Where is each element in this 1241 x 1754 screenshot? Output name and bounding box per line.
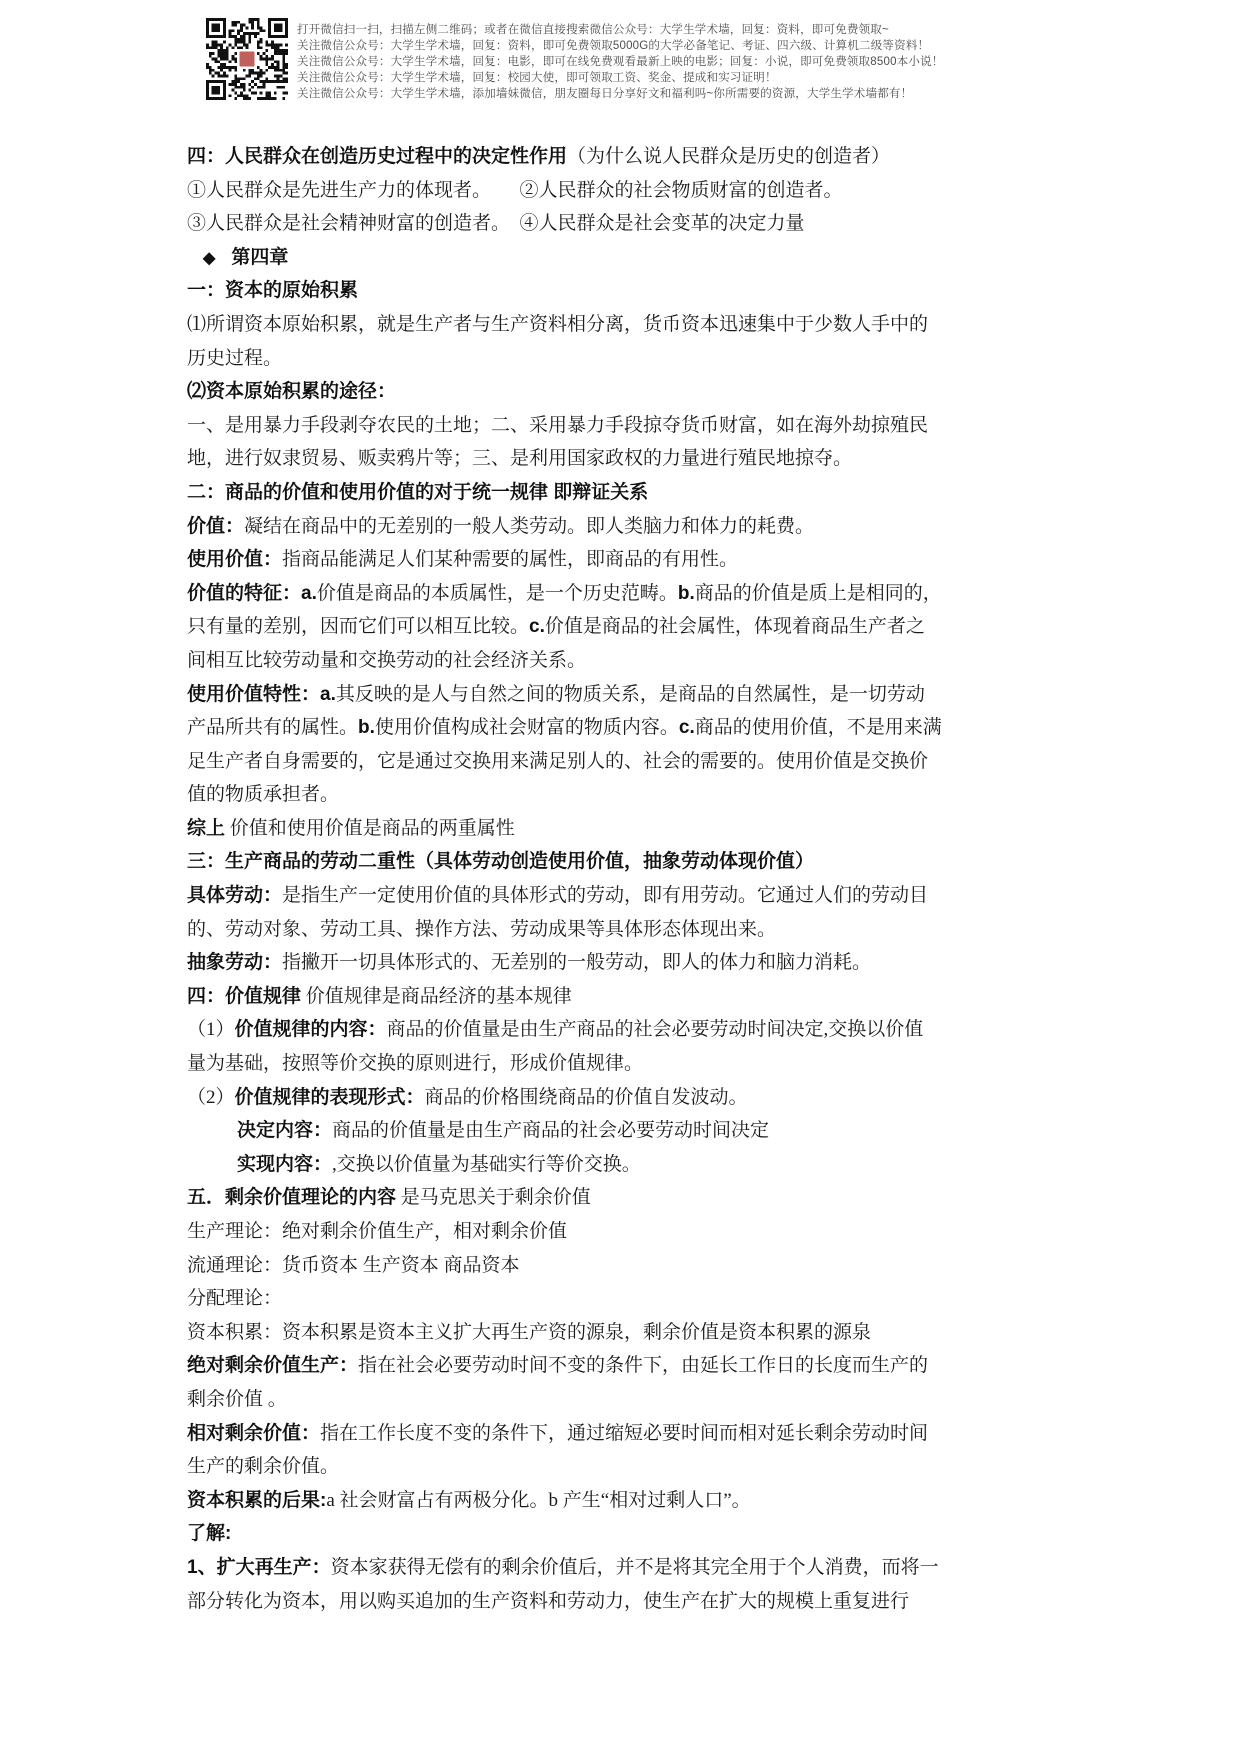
text-segment: 量为基础，按照等价交换的原则进行，形成价值规律。 bbox=[187, 1053, 644, 1075]
text-segment: 其反映的是人与自然之间的物质关系，是商品的自然属性，是一切劳动 bbox=[335, 683, 925, 705]
document-line bbox=[187, 879, 987, 913]
document-line bbox=[187, 812, 987, 846]
wechat-promo-header bbox=[206, 18, 943, 102]
document-line bbox=[187, 375, 987, 409]
text-segment: 足生产者自身需要的，它是通过交换用来满足别人的、社会的需要的。使用价值是交换价 bbox=[187, 750, 929, 772]
text-segment: （1） bbox=[187, 1019, 235, 1041]
document-line bbox=[187, 1013, 987, 1047]
text-segment: 的、劳动对象、劳动工具、操作方法、劳动成果等具体形态体现出来。 bbox=[187, 918, 777, 940]
promo-line: 关注微信公众号：大学生学术墙，添加墙妹微信，朋友圈每日分享好文和福利吗~你所需要的资源，大学生学术墙都有！ bbox=[297, 88, 913, 101]
bold-segment: 三：生产商品的劳动二重性（具体劳动创造使用价值，抽象劳动体现价值） bbox=[187, 851, 815, 873]
wechat-qr-code-icon bbox=[206, 18, 288, 100]
bold-segment: 五．剩余价值理论的内容 bbox=[187, 1187, 397, 1209]
document-line bbox=[187, 442, 987, 476]
text-segment: 商品的价值量是由生产商品的社会必要劳动时间决定,交换以价值 bbox=[386, 1019, 924, 1041]
document-line bbox=[187, 1047, 987, 1081]
bold-segment: a. bbox=[320, 683, 336, 705]
promo-line: 关注微信公众号：大学生学术墙，回复：校园大使，即可领取工资、奖金、提成和实习证明！ bbox=[297, 72, 777, 85]
text-segment: （为什么说人民群众是历史的创造者） bbox=[567, 146, 891, 167]
document-line bbox=[187, 678, 987, 712]
text-segment: 历史过程。 bbox=[187, 347, 283, 369]
document-line bbox=[187, 778, 987, 812]
bold-segment: 具体劳动： bbox=[187, 885, 283, 907]
bold-segment: 使用价值特性： bbox=[187, 683, 321, 705]
document-line bbox=[187, 241, 987, 275]
bold-segment: c. bbox=[678, 717, 695, 739]
document-line bbox=[187, 274, 987, 308]
text-segment: 指商品能满足人们某种需要的属性，即商品的有用性。 bbox=[282, 549, 739, 571]
bold-segment: 抽象劳动： bbox=[187, 952, 283, 974]
bold-segment: 价值的特征： bbox=[187, 582, 302, 604]
text-segment: 地，进行奴隶贸易、贩卖鸦片等；三、是利用国家政权的力量进行殖民地掠夺。 bbox=[187, 448, 853, 470]
text-segment: 一、是用暴力手段剥夺农民的土地；二、采用暴力手段掠夺货币财富，如在海外劫掠殖民 bbox=[187, 414, 929, 436]
bold-segment: c. bbox=[529, 616, 545, 638]
promo-line: 关注微信公众号：大学生学术墙，回复：资料，即可免费领取5000G的大学必备笔记、考证、四六级、计算机二级等资料！ bbox=[297, 40, 930, 53]
diamond-bullet-icon: ◆ bbox=[203, 249, 216, 267]
document-line bbox=[187, 140, 987, 174]
text-segment: 商品的价值是质上是相同的， bbox=[694, 582, 942, 604]
promo-text-block bbox=[297, 18, 943, 102]
text-segment: a 社会财富占有两极分化。b 产生“相对过剩人口”。 bbox=[326, 1489, 751, 1511]
text-segment: 价值是商品的社会属性，体现着商品生产者之 bbox=[544, 616, 925, 638]
document-line bbox=[187, 946, 987, 980]
bold-segment: 价值规律的内容： bbox=[234, 1019, 387, 1041]
document-line bbox=[187, 409, 987, 443]
text-segment: 流通理论：货币资本 生产资本 商品资本 bbox=[187, 1254, 520, 1276]
document-line bbox=[187, 1181, 987, 1215]
bold-segment: ⑵资本原始积累的途径： bbox=[187, 381, 397, 403]
text-segment: ①人民群众是先进生产力的体现者。 ②人民群众的社会物质财富的创造者。 bbox=[187, 179, 843, 201]
document-line bbox=[187, 1585, 987, 1619]
document-line bbox=[187, 342, 987, 376]
text-segment: 分配理论： bbox=[187, 1288, 283, 1310]
document-line bbox=[187, 644, 987, 678]
text-segment: （2） bbox=[187, 1086, 235, 1108]
document-line bbox=[187, 1383, 987, 1417]
text-segment: 商品的价值量是由生产商品的社会必要劳动时间决定 bbox=[332, 1120, 770, 1142]
document-line bbox=[187, 1551, 987, 1585]
bold-segment: 决定内容： bbox=[237, 1120, 333, 1142]
text-segment: 部分转化为资本，用以购买追加的生产资料和劳动力，使生产在扩大的规模上重复进行 bbox=[187, 1590, 910, 1612]
document-line bbox=[187, 1316, 987, 1350]
bold-segment: b. bbox=[677, 582, 695, 604]
bold-segment: b. bbox=[358, 717, 375, 739]
document-line bbox=[187, 207, 987, 241]
bold-segment: 使用价值： bbox=[187, 549, 283, 571]
text-segment: 只有量的差别，因而它们可以相互比较。 bbox=[187, 616, 530, 638]
document-line bbox=[187, 510, 987, 544]
bold-segment: a. bbox=[301, 582, 317, 604]
document-line bbox=[187, 745, 987, 779]
text-segment: 价值是商品的本质属性，是一个历史范畴。 bbox=[316, 582, 678, 604]
text-segment: 价值和使用价值是商品的两重属性 bbox=[225, 817, 515, 839]
text-segment: 剩余价值 。 bbox=[187, 1388, 287, 1410]
document-line bbox=[187, 610, 987, 644]
document-line bbox=[187, 476, 987, 510]
document-line bbox=[187, 980, 987, 1014]
document-line bbox=[187, 1517, 987, 1551]
bold-segment: 相对剩余价值： bbox=[187, 1422, 321, 1444]
text-segment: 商品的价格围绕商品的价值自发波动。 bbox=[424, 1086, 748, 1108]
document-line bbox=[187, 543, 987, 577]
bold-segment: 资本积累的后果: bbox=[187, 1489, 327, 1511]
promo-line: 打开微信扫一扫，扫描左侧二维码；或者在微信直接搜索微信公众号：大学生学术墙，回复：资料，即可免费领取~ bbox=[297, 24, 889, 36]
document-line bbox=[187, 577, 987, 611]
text-segment: 指在社会必要劳动时间不变的条件下，由延长工作日的长度而生产的 bbox=[358, 1355, 929, 1377]
document-line bbox=[187, 1148, 987, 1182]
text-segment: 指撇开一切具体形式的、无差别的一般劳动，即人的体力和脑力消耗。 bbox=[282, 952, 872, 974]
text-segment: 值的物质承担者。 bbox=[187, 784, 340, 806]
document-line bbox=[187, 1081, 987, 1115]
bold-segment: 一：资本的原始积累 bbox=[187, 280, 359, 302]
document-line bbox=[187, 1349, 987, 1383]
bold-segment: 实现内容： bbox=[237, 1153, 333, 1175]
promo-line: 关注微信公众号：大学生学术墙，回复：电影，即可在线免费观看最新上映的电影；回复：小说，即可免费领取8500本小说！ bbox=[297, 56, 944, 69]
text-segment: 资本家获得无偿有的剩余价值后，并不是将其完全用于个人消费，而将一 bbox=[330, 1556, 939, 1578]
document-line bbox=[187, 1282, 987, 1316]
bold-segment: 了解: bbox=[187, 1523, 232, 1545]
text-segment: 使用价值构成社会财富的物质内容。 bbox=[374, 717, 679, 739]
bold-segment: 综上 bbox=[187, 817, 226, 839]
bold-segment: 1、扩大再生产： bbox=[187, 1556, 331, 1578]
text-segment: 产品所共有的属性。 bbox=[187, 717, 359, 739]
text-segment: 生产的剩余价值。 bbox=[187, 1456, 340, 1478]
document-line bbox=[187, 845, 987, 879]
bold-segment: 绝对剩余价值生产： bbox=[187, 1355, 359, 1377]
text-segment: 商品的使用价值，不是用来满 bbox=[694, 717, 942, 739]
text-segment: 生产理论：绝对剩余价值生产，相对剩余价值 bbox=[187, 1221, 568, 1242]
document-line bbox=[187, 1114, 987, 1148]
bold-segment: 四：人民群众在创造历史过程中的决定性作用 bbox=[187, 146, 568, 167]
text-segment: ,交换以价值量为基础实行等价交换。 bbox=[332, 1153, 641, 1175]
text-segment: ⑴所谓资本原始积累，就是生产者与生产资料相分离，货币资本迅速集中于少数人手中的 bbox=[187, 313, 929, 335]
text-segment: 价值规律是商品经济的基本规律 bbox=[301, 985, 572, 1007]
document-line bbox=[187, 308, 987, 342]
document-line bbox=[187, 174, 987, 208]
document-line bbox=[187, 1215, 987, 1249]
document-body bbox=[187, 140, 987, 1618]
text-segment: 是马克思关于剩余价值 bbox=[396, 1187, 591, 1209]
text-segment: 是指生产一定使用价值的具体形式的劳动，即有用劳动。它通过人们的劳动目 bbox=[282, 885, 929, 907]
document-line bbox=[187, 711, 987, 745]
text-segment: 指在工作长度不变的条件下，通过缩短必要时间而相对延长剩余劳动时间 bbox=[320, 1422, 929, 1444]
text-segment: ③人民群众是社会精神财富的创造者。 ④人民群众是社会变革的决定力量 bbox=[187, 213, 805, 235]
document-line bbox=[187, 1417, 987, 1451]
bold-segment: 二：商品的价值和使用价值的对于统一规律 即辩证关系 bbox=[187, 481, 649, 503]
document-line bbox=[187, 1484, 987, 1518]
document-line bbox=[187, 913, 987, 947]
text-segment: 资本积累：资本积累是资本主义扩大再生产资的源泉，剩余价值是资本积累的源泉 bbox=[187, 1321, 872, 1343]
bold-segment: 第四章 bbox=[231, 246, 289, 268]
document-line bbox=[187, 1249, 987, 1283]
bold-segment: 价值： bbox=[187, 515, 245, 537]
text-segment: 凝结在商品中的无差别的一般人类劳动。即人类脑力和体力的耗费。 bbox=[244, 515, 815, 537]
bold-segment: 价值规律的表现形式： bbox=[234, 1086, 425, 1108]
document-line bbox=[187, 1450, 987, 1484]
bold-segment: 四：价值规律 bbox=[187, 985, 302, 1007]
text-segment: 间相互比较劳动量和交换劳动的社会经济关系。 bbox=[187, 649, 587, 671]
